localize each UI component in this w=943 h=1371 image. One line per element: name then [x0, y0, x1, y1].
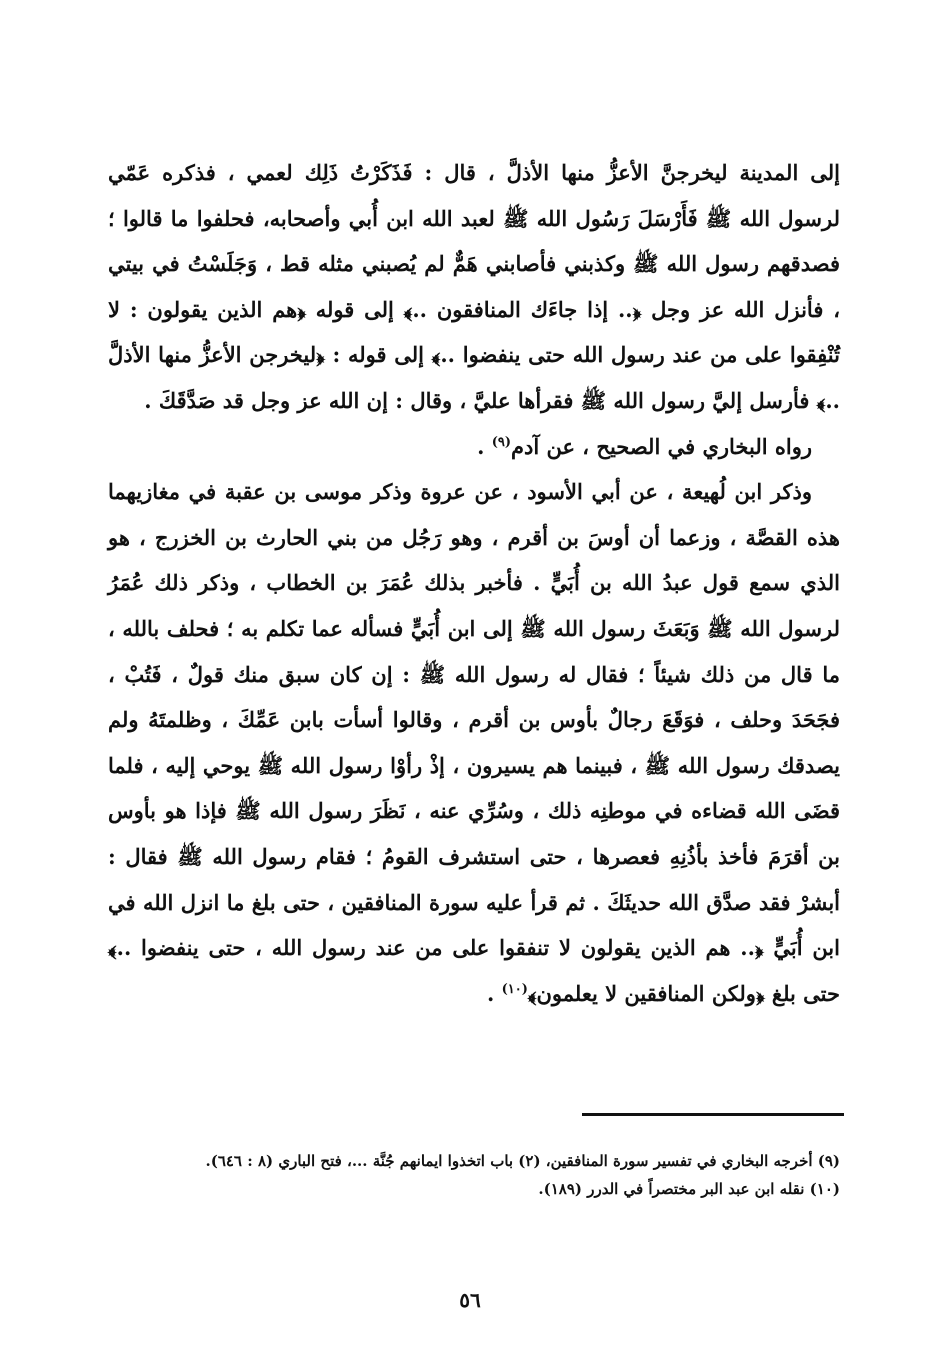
paragraph-bukhari-attribution: رواه البخاري في الصحيح ، عن آدم$^{(٩)}$ .	[477, 433, 812, 459]
paragraph-hadith-text	[108, 150, 840, 424]
paragraph-3-text: وذكر ابن لُهيعة ، عن أبي الأسود ، عن عروة وذكر موسى بن عقبة في مغازيهما هذه القصَّة ، وزعما أن أوسَ بن أقرم ، وهو رَجُل من بني الحارث بن الخزرج ، هو الذي سمع قول عبدُ الله بن أُبَيٍّ . فأخبر بذلك عُمَرَ بن الخطاب ، وذكر ذلك عُمَرُ لرسول الله ﷺ وَبَعَثَ رسول الله ﷺ إلى ابن أُبَيٍّ فسأله عما تكلم به ؛ فحلف بالله ، ما قال من ذلك شيئاً ؛ فقال له رسول الله ﷺ : إن كان سبق منك قولٌ ، فَتُبْ ، فجَحَدَ وحلف ، فوَقَعَ رجالٌ بأوس بن أقرم ، وقالوا أسأت بابن عَمِّكَ ، وظلمتَهُ ولم يصدقك رسول الله ﷺ ، فبينما هم يسيرون ، إذْ رأوْا رسول الله ﷺ يوحي إليه ، فلما قضَى الله قضاءه في موطنِه ذلك ، وسُرِّي عنه ، نَظَرَ رسول الله ﷺ فإذا هو بأوس بن أقرَمَ فأخذ بأذُنِهِ فعصرها ، حتى استشرف القومُ ؛ فقام رسول الله ﷺ فقال : أبشرْ فقد صدَّق الله حديثَكَ . ثم قرأ عليه سورة المنافقين ، حتى بلغ ما انزل الله في ابن أُبَيٍّ ﴿.. هم الذين يقولون لا تنفقوا على من عند رسول الله ، حتى ينفضوا ..﴾ حتى بلغ ﴿ولكن المنافقين لا يعلمون﴾	[108, 479, 841, 1006]
main-text	[108, 150, 840, 1016]
footnote-divider	[582, 1113, 844, 1116]
paragraph-2-text: رواه البخاري في الصحيح ، عن آدم	[510, 433, 812, 459]
footnote-ref-10: (١٠)	[501, 981, 528, 997]
footnote-9: (٩) أخرجه البخاري في تفسير سورة المنافقين، (٢) باب اتخذوا ايمانهم جُنَّة ...، فتح الباري (٨ : ٦٤٦).	[205, 1152, 840, 1170]
page-number: ٥٦	[459, 1288, 481, 1312]
footnotes	[100, 1147, 840, 1203]
footnote-ref-9: (٩)	[491, 434, 511, 450]
footnote-10: (١٠) نقله ابن عبد البر مختصراً في الدرر (١٨٩).	[538, 1180, 840, 1198]
paragraph-ibn-lahia-narration: وذكر ابن لُهيعة ، عن أبي الأسود ، عن عروة وذكر موسى بن عقبة في مغازيهما هذه القصَّة ، وزعما أن أوسَ بن أقرم ، وهو رَجُل من بني الحارث بن الخزرج ، هو الذي سمع قول عبدُ الله بن أُبَيٍّ . فأخبر بذلك عُمَرَ بن الخطاب ، وذكر ذلك عُمَرُ لرسول الله ﷺ وَبَعَثَ رسول الله ﷺ إلى ابن أُبَيٍّ فسأله عما تكلم به ؛ فحلف بالله ، ما قال من ذلك شيئاً ؛ فقال له رسول الله ﷺ : إن كان سبق منك قولٌ ، فَتُبْ ، فجَحَدَ وحلف ، فوَقَعَ رجالٌ بأوس بن أقرم ، وقالوا أسأت بابن عَمِّكَ ، وظلمتَهُ ولم يصدقك رسول الله ﷺ ، فبينما هم يسيرون ، إذْ رأوْا رسول الله ﷺ يوحي إليه ، فلما قضَى الله قضاءه في موطنِه ذلك ، وسُرِّي عنه ، نَظَرَ رسول الله ﷺ فإذا هو بأوس بن أقرَمَ فأخذ بأذُنِهِ فعصرها ، حتى استشرف القومُ ؛ فقام رسول الله ﷺ فقال : أبشرْ فقد صدَّق الله حديثَكَ . ثم قرأ عليه سورة المنافقين ، حتى بلغ ما انزل الله في ابن أُبَيٍّ ﴿.. هم الذين يقولون لا تنفقوا على من عند رسول الله ، حتى ينفضوا ..﴾ حتى بلغ ﴿ولكن المنافقين لا يعلمون﴾$^{(١٠)}$ .	[108, 479, 841, 1006]
paragraph-1-text: إلى المدينة ليخرجنَّ الأعزُّ منها الأذلَّ ، قال : فَذَكَرْتُ ذَلِك لعمي ، فذكره عَمّي لرسول الله ﷺ فَأَرْسَلَ رَسُول الله ﷺ لعبد الله ابن أُبي وأصحابه، فحلفوا ما قالوا ؛ فصدقهم رسول الله ﷺ وكذبني فأصابني هَمٌّ لم يُصبني مثله قط ، وَجَلَسْتُ في بيتي ، فأنزل الله عز وجل ﴿.. إذا جاءَك المنافقون ..﴾ إلى قوله ﴿هم الذين يقولون : لا تُنْفِقوا على من عند رسول الله حتى ينفضوا ..﴾ إلى قوله : ﴿ليخرجن الأعزُّ منها الأذلَّ ..﴾ فأرسل إليَّ رسول الله ﷺ فقرأها عليَّ ، وقال : إن الله عز وجل قد صَدَّقَكَ .	[108, 160, 840, 413]
